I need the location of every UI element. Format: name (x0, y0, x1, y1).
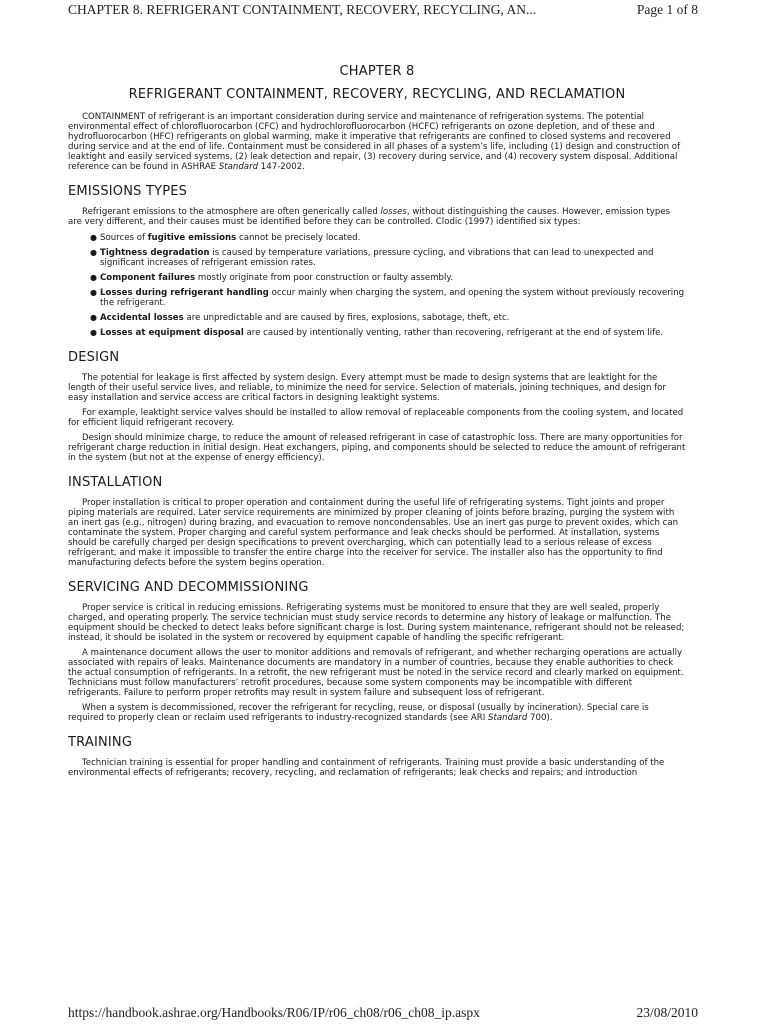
print-footer (68, 1005, 698, 1023)
design-paragraph: For example, leaktight service valves should be installed to allow removal of replaceable components from the cooling system, and located for efficient liquid refrigerant recovery. (68, 408, 684, 428)
emissions-paragraph: Refrigerant emissions to the atmosphere are often generically called losses, without distinguishing the causes. However, emission types are very different, and their causes must be identified before they can be controlled. Clodic (1997) identified six types: (68, 207, 671, 227)
chapter-title: REFRIGERANT CONTAINMENT, RECOVERY, RECYCLING, AND RECLAMATION (128, 87, 626, 102)
bullet-icon: ● (90, 248, 97, 257)
intro-paragraph: CONTAINMENT of refrigerant is an important consideration during service and maintenance of refrigeration systems. The potential environmental effect of chlorofluorocarbon (CFC) and hydrochlorofluorocarbon (HCFC) refrigerants on ozone depletion, and of these and hydrofluorocarbon (HFC) refrigerants on global warming, make it imperative that refrigerants are confined to closed systems and recovered during service and at the end of life. Containment must be considered in all phases of a system’s life, including (1) design and construction of leaktight and easily serviced systems, (2) leak detection and repair, (3) recovery during service, and (4) recovery system disposal. Additional reference can be found in ASHRAE Standard 147-2002. (68, 112, 681, 172)
section-heading-installation: INSTALLATION (68, 475, 163, 490)
bullet-icon: ● (90, 288, 97, 297)
servicing-paragraph: A maintenance document allows the user to monitor additions and removals of refrigerant, and whether recharging operations are actually associated with repairs of leaks. Maintenance documents are mandatory in a number of countries, because they enable authorities to check the actual consumption of refrigerants. In a retrofit, the new refrigerant must be noted in the service record and clearly marked on equipment. Technicians must follow manufacturers’ retrofit procedures, because some system components may be incompatible with different refrigerants. Failure to perform proper retrofits may result in system failure and subsequent loss of refrigerant. (68, 648, 684, 698)
chapter-number: CHAPTER 8 (339, 64, 415, 79)
print-header-page: Page 1 of 8 (636, 2, 698, 17)
section-heading-servicing: SERVICING AND DECOMMISSIONING (68, 580, 309, 595)
list-item: ● Losses at equipment disposal are caused by intentionally venting, rather than recovering, refrigerant at the end of system life. (90, 328, 664, 338)
print-footer-url: https://handbook.ashrae.org/Handbooks/R06/IP/r06_ch08/r06_ch08_ip.aspx (68, 1005, 480, 1020)
list-item: ● Sources of fugitive emissions cannot be precisely located. (90, 233, 361, 243)
servicing-paragraph: When a system is decommissioned, recover the refrigerant for recycling, reuse, or disposal (usually by incineration). Special care is required to properly clean or reclaim used refrigerants to industry-recognized standards (see ARI Standard 700). (68, 703, 649, 723)
emission-types-list (68, 233, 686, 338)
section-heading-design: DESIGN (68, 350, 120, 365)
training-paragraph: Technician training is essential for proper handling and containment of refrigerants. Training must provide a basic understanding of the environmental effects of refrigerants; recovery, recycling, and reclamation of refrigerants; leak checks and repairs; and introduction (68, 758, 665, 778)
bullet-icon: ● (90, 233, 97, 242)
print-footer-date: 23/08/2010 (636, 1005, 698, 1020)
print-header-title: CHAPTER 8. REFRIGERANT CONTAINMENT, RECOVERY, RECYCLING, AN... (68, 2, 537, 17)
print-header (68, 2, 698, 20)
installation-paragraph: Proper installation is critical to proper operation and containment during the useful life of refrigerating systems. Tight joints and proper piping materials are required. Later service requirements are minimized by proper cleaning of joints before brazing, purging the system with an inert gas (e.g., nitrogen) during brazing, and evacuation to remove noncondensables. Use an inert gas purge to prevent oxides, which can contaminate the system. Proper charging and careful system performance and leak checks should be performed. At installation, systems should be carefully charged per design specifications to prevent overcharging, which can potentially lead to a serious release of excess refrigerant, and make it impossible to transfer the entire charge into the receiver for service. The installer also has the opportunity to find manufacturing defects before the system begins operation. (68, 498, 679, 568)
section-heading-training: TRAINING (68, 735, 133, 750)
bullet-icon: ● (90, 273, 97, 282)
list-item: ● Component failures mostly originate from poor construction or faulty assembly. (90, 273, 453, 283)
design-paragraph: Design should minimize charge, to reduce the amount of released refrigerant in case of catastrophic loss. There are many opportunities for refrigerant charge reduction in initial design. Heat exchangers, piping, and components should be selected to reduce the amount of refrigerant in the system (but not at the expense of energy efficiency). (68, 433, 686, 463)
list-item: ● Accidental losses are unpredictable and are caused by fires, explosions, sabotage, theft, etc. (90, 313, 510, 323)
list-item: ● Losses during refrigerant handling occur mainly when charging the system, and opening the system without previously recovering the refrigerant. (90, 288, 685, 308)
servicing-paragraph: Proper service is critical in reducing emissions. Refrigerating systems must be monitored to ensure that they are well sealed, properly charged, and operating properly. The service technician must study service records to determine any history of leakage or malfunction. The equipment should be checked to detect leaks before significant charge is lost. During system maintenance, refrigerant should not be released; instead, it should be isolated in the system or recovered by equipment capable of handling the specific refrigerant. (68, 603, 685, 643)
design-paragraph: The potential for leakage is first affected by system design. Every attempt must be made to design systems that are leaktight for the length of their useful service lives, and reliable, to minimize the need for service. Selection of materials, joining techniques, and design for easy installation and service access are critical factors in designing leaktight systems. (68, 373, 666, 403)
bullet-icon: ● (90, 328, 97, 337)
document-body (68, 64, 686, 954)
section-heading-emissions: EMISSIONS TYPES (68, 184, 188, 199)
bullet-icon: ● (90, 313, 97, 322)
list-item: ● Tightness degradation is caused by temperature variations, pressure cycling, and vibrations that can lead to unexpected and significant increases of refrigerant emission rates. (90, 248, 654, 268)
